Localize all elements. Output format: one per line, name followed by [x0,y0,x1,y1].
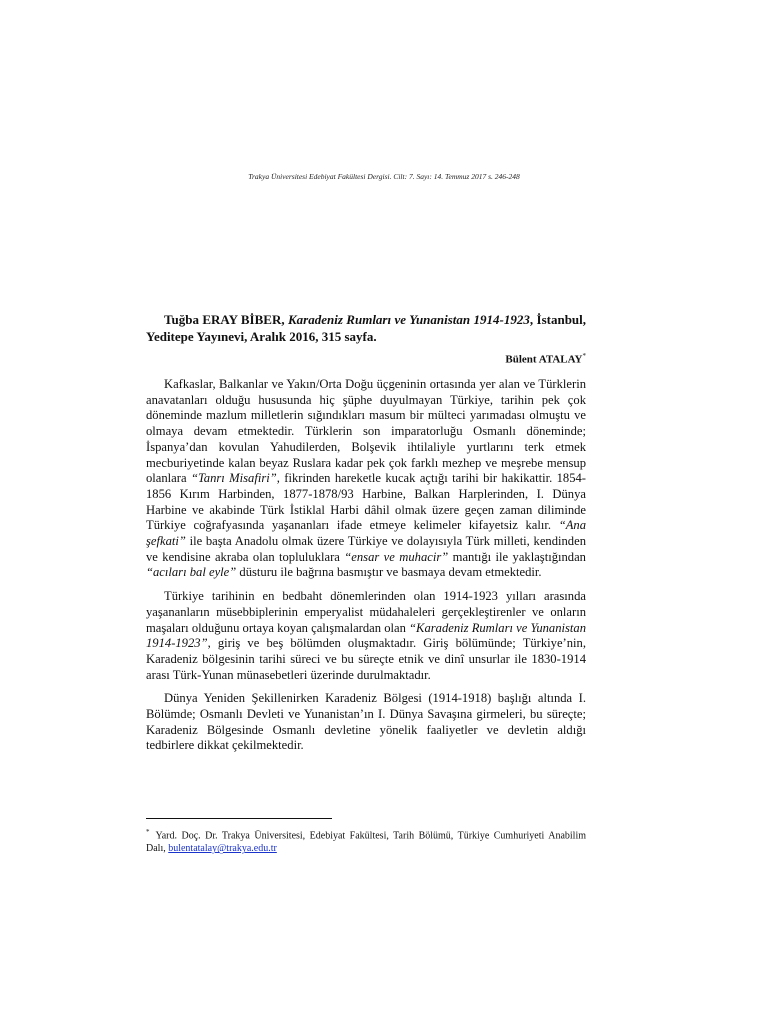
p3-text-1: Dünya Yeniden Şekillenirken Karadeniz Bölgesi (1914-1918) başlığı altında I. Bölümde; Osmanlı Devleti ve Yunanistan’ın I. Dünya Savaşına girmeleri, bu süreçte; Karadeniz Bölgesinde Osmanlı devletine yönelik faaliyetler ve devletin aldığı tedbirlere dikkat çekilmektedir. [146,691,586,753]
p1-quote-3: “ensar ve muhacir” [344,549,449,564]
p2-text-1: Türkiye tarihinin en bedbaht dönemlerinden olan 1914-1923 yılları arasında yaşananların müsebbiplerinin emperyalist müdahaleleri gerçekleştirenler ve onların maşaları olduğunu ortaya koyan çalışmalardan olan [146,589,586,635]
p1-quote-2: “Ana şefkati” [146,518,586,549]
footnote-text: Yard. Doç. Dr. Trakya Üniversitesi, Edebiyat Fakültesi, Tarih Bölümü, Türkiye Cumhuriyeti Anabilim Dalı, [146,830,586,855]
p1-quote-1: “Tanrı Misafiri” [190,471,277,486]
reviewer-name [505,352,586,366]
paragraph-1 [146,377,586,581]
p1-text-3: ile başta Anadolu olmak üzere Türkiye ve dolayısıyla Türk milleti, kendinden ve kendisine akraba olan topluluklara [146,534,586,564]
footnote-divider [146,818,332,819]
p1-text-1: Kafkaslar, Balkanlar ve Yakın/Orta Doğu üçgeninin ortasında yer alan ve Türklerin anavatanları olduğu hususunda hiç şüphe duyulmayan Türkiye, tarihin pek çok döneminde mazlum milletlerin sığındıkları masum bir mülteci yarımadası olmuştu ve olmaya devam etmektedir. Türklerin son imparatorluğu Osmanlı döneminde; İspanya’dan kovulan Yahudilerden, Bolşevik ihtilaliyle yurtlarını terk etmek mecburiyetinde kalan beyaz Ruslara kadar pek çok farklı mezhep ve meşrebe mensup olanlara [146,377,586,486]
journal-header: Trakya Üniversitesi Edebiyat Fakültesi Dergisi. Cilt: 7. Sayı: 14. Temmuz 2017 s. 246-248 [248,172,520,181]
book-author: Tuğba ERAY BİBER, [164,312,285,327]
p1-text-5: düsturu ile bağrına basmıştır ve basmaya devam etmektedir. [236,565,542,580]
footnote [146,826,586,855]
p2-quote-1: “Karadeniz Rumları ve Yunanistan 1914-1923” [146,620,586,651]
p1-quote-4: “acıları bal eyle” [146,565,237,580]
footnote-email-link[interactable]: bulentatalay@trakya.edu.tr [168,843,277,855]
p1-text-4: mantığı ile yaklaştığından [448,549,586,564]
review-title [146,311,586,345]
book-title: Karadeniz Rumları ve Yunanistan 1914-1923 [288,312,530,327]
review-body [146,377,586,754]
p2-text-2: , giriş ve beş bölümden oluşmaktadır. Giriş bölümünde; Türkiye’nin, Karadeniz bölgesinin tarihi süreci ve bu süreçte etnik ve dinî unsurlar ile 1830-1914 arası Türk-Yunan münasebetleri üzerinde durulmaktadır. [146,636,586,682]
reviewer-name-text: Bülent ATALAY [505,353,583,366]
footnote-marker: * [146,828,150,836]
publication-info: , İstanbul, Yeditepe Yayınevi, Aralık 2016, 315 sayfa. [146,312,587,344]
paragraph-2 [146,589,586,683]
p1-text-2: , fikrinden hareketle kucak açtığı tarihi bir hakikattir. 1854-1856 Kırım Harbinden, 1877-1878/93 Harbine, Balkan Harplerinden, I. Dünya Harbine ve akabinde Türk İstiklal Harbi dâhil olmak üzere geçen zaman diliminde Türkiye coğrafyasında yaşananları ifade etmeye kelimeler kifayetsiz kalır. [146,471,586,533]
footnote-ref-marker[interactable]: * [582,352,586,360]
paragraph-3 [146,691,586,754]
